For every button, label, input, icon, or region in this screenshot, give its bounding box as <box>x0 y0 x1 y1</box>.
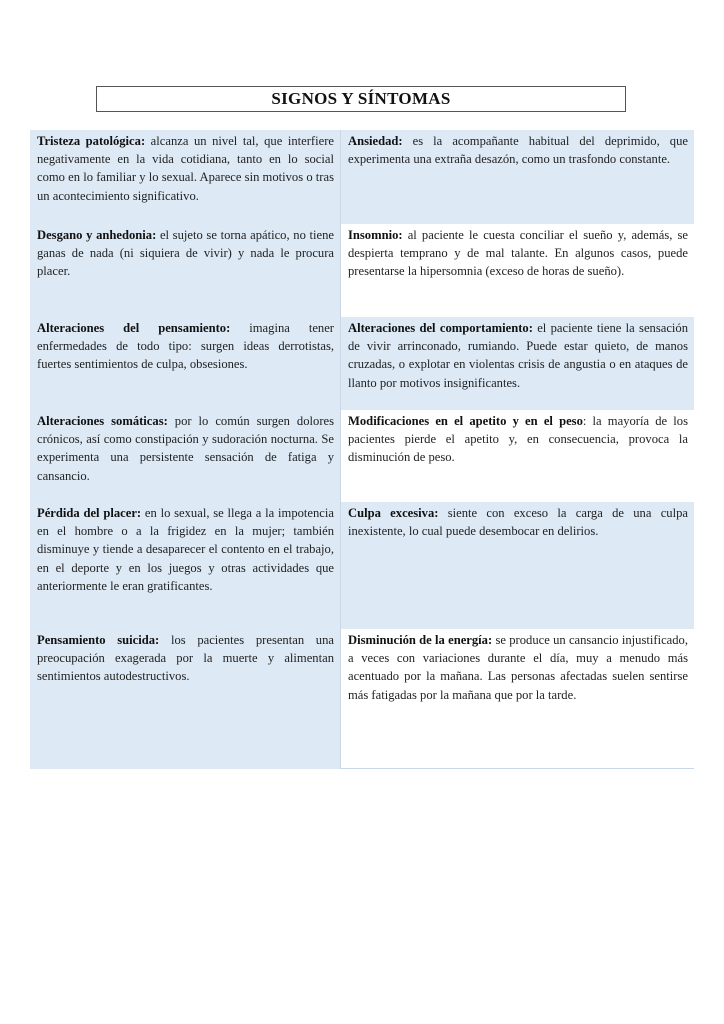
cell-term: Alteraciones somáticas: <box>37 414 168 428</box>
table-cell-ansiedad <box>340 130 694 224</box>
symptoms-table <box>30 130 694 769</box>
cell-text: en lo sexual, se llega a la impotencia en el hombre o a la frigidez en la mujer; también disminuye y tiende a desaparecer el contento en el trabajo, en el deporte y en los juegos y otras actividades que anteriormente le eran gratificantes. <box>37 506 334 593</box>
cell-text: alcanza un nivel tal, que interfiere negativamente en la vida cotidiana, tanto en lo social como en lo familiar y lo sexual. Aparece sin motivos o tras un acontecimiento significativo. <box>37 134 334 203</box>
cell-term: Desgano y anhedonia: <box>37 228 157 242</box>
cell-text: siente con exceso la carga de una culpa inexistente, lo cual puede desembocar en delirios. <box>348 506 688 539</box>
cell-term: Culpa excesiva: <box>348 506 439 520</box>
table-cell-desgano <box>30 224 340 317</box>
cell-text: : la mayoría de los pacientes pierde el apetito y, en consecuencia, provoca la disminución de peso. <box>348 414 688 465</box>
title-box <box>96 86 626 112</box>
cell-term: Alteraciones del comportamiento: <box>348 321 533 335</box>
cell-term: Modificaciones en el apetito y en el peso <box>348 414 583 428</box>
cell-text: los pacientes presentan una preocupación exagerada por la muerte y alimentan sentimientos autodestructivos. <box>37 633 334 684</box>
table-cell-placer <box>30 502 340 629</box>
table-cell-apetito <box>340 410 694 502</box>
cell-term: Disminución de la energía: <box>348 633 493 647</box>
table-cell-insomnio <box>340 224 694 317</box>
table-cell-comportamiento <box>340 317 694 410</box>
cell-text: el paciente tiene la sensación de vivir arrinconado, rumiando. Puede estar quieto, de manos cruzadas, o explotar en violentas crisis de angustia o en ataques de llanto por motivos insignificantes. <box>348 321 688 390</box>
table-cell-culpa <box>340 502 694 629</box>
cell-term: Tristeza patológica: <box>37 134 146 148</box>
cell-term: Pérdida del placer: <box>37 506 142 520</box>
table-cell-pensamiento <box>30 317 340 410</box>
cell-text: al paciente le cuesta conciliar el sueño y, además, se despierta temprano y de mal talante. En algunos casos, puede presentarse la hipersomnia (exceso de horas de sueño). <box>348 228 688 279</box>
cell-text: por lo común surgen dolores crónicos, así como constipación y sudoración nocturna. Se experimenta una persistente sensación de fatiga y cansancio. <box>37 414 334 483</box>
table-cell-energia <box>340 629 694 769</box>
cell-term: Alteraciones del pensamiento: <box>37 321 231 335</box>
cell-term: Insomnio: <box>348 228 403 242</box>
cell-text: se produce un cansancio injustificado, a veces con variaciones durante el día, muy a menudo más acentuado por la mañana. Las personas afectadas suelen sentirse más fatigadas por la mañana que por la tarde. <box>348 633 688 702</box>
page-title: SIGNOS Y SÍNTOMAS <box>271 89 451 108</box>
cell-text: imagina tener enfermedades de todo tipo: surgen ideas derrotistas, fuertes sentimientos de culpa, obsesiones. <box>37 321 334 372</box>
cell-term: Pensamiento suicida: <box>37 633 160 647</box>
table-cell-suicida <box>30 629 340 769</box>
cell-text: es la acompañante habitual del deprimido, que experimenta una extraña desazón, como un trasfondo constante. <box>348 134 688 167</box>
cell-text: el sujeto se torna apático, no tiene ganas de nada (ni siquiera de vivir) y nada le procura placer. <box>37 228 334 279</box>
table-cell-tristeza <box>30 130 340 224</box>
cell-term: Ansiedad: <box>348 134 403 148</box>
table-cell-somaticas <box>30 410 340 502</box>
